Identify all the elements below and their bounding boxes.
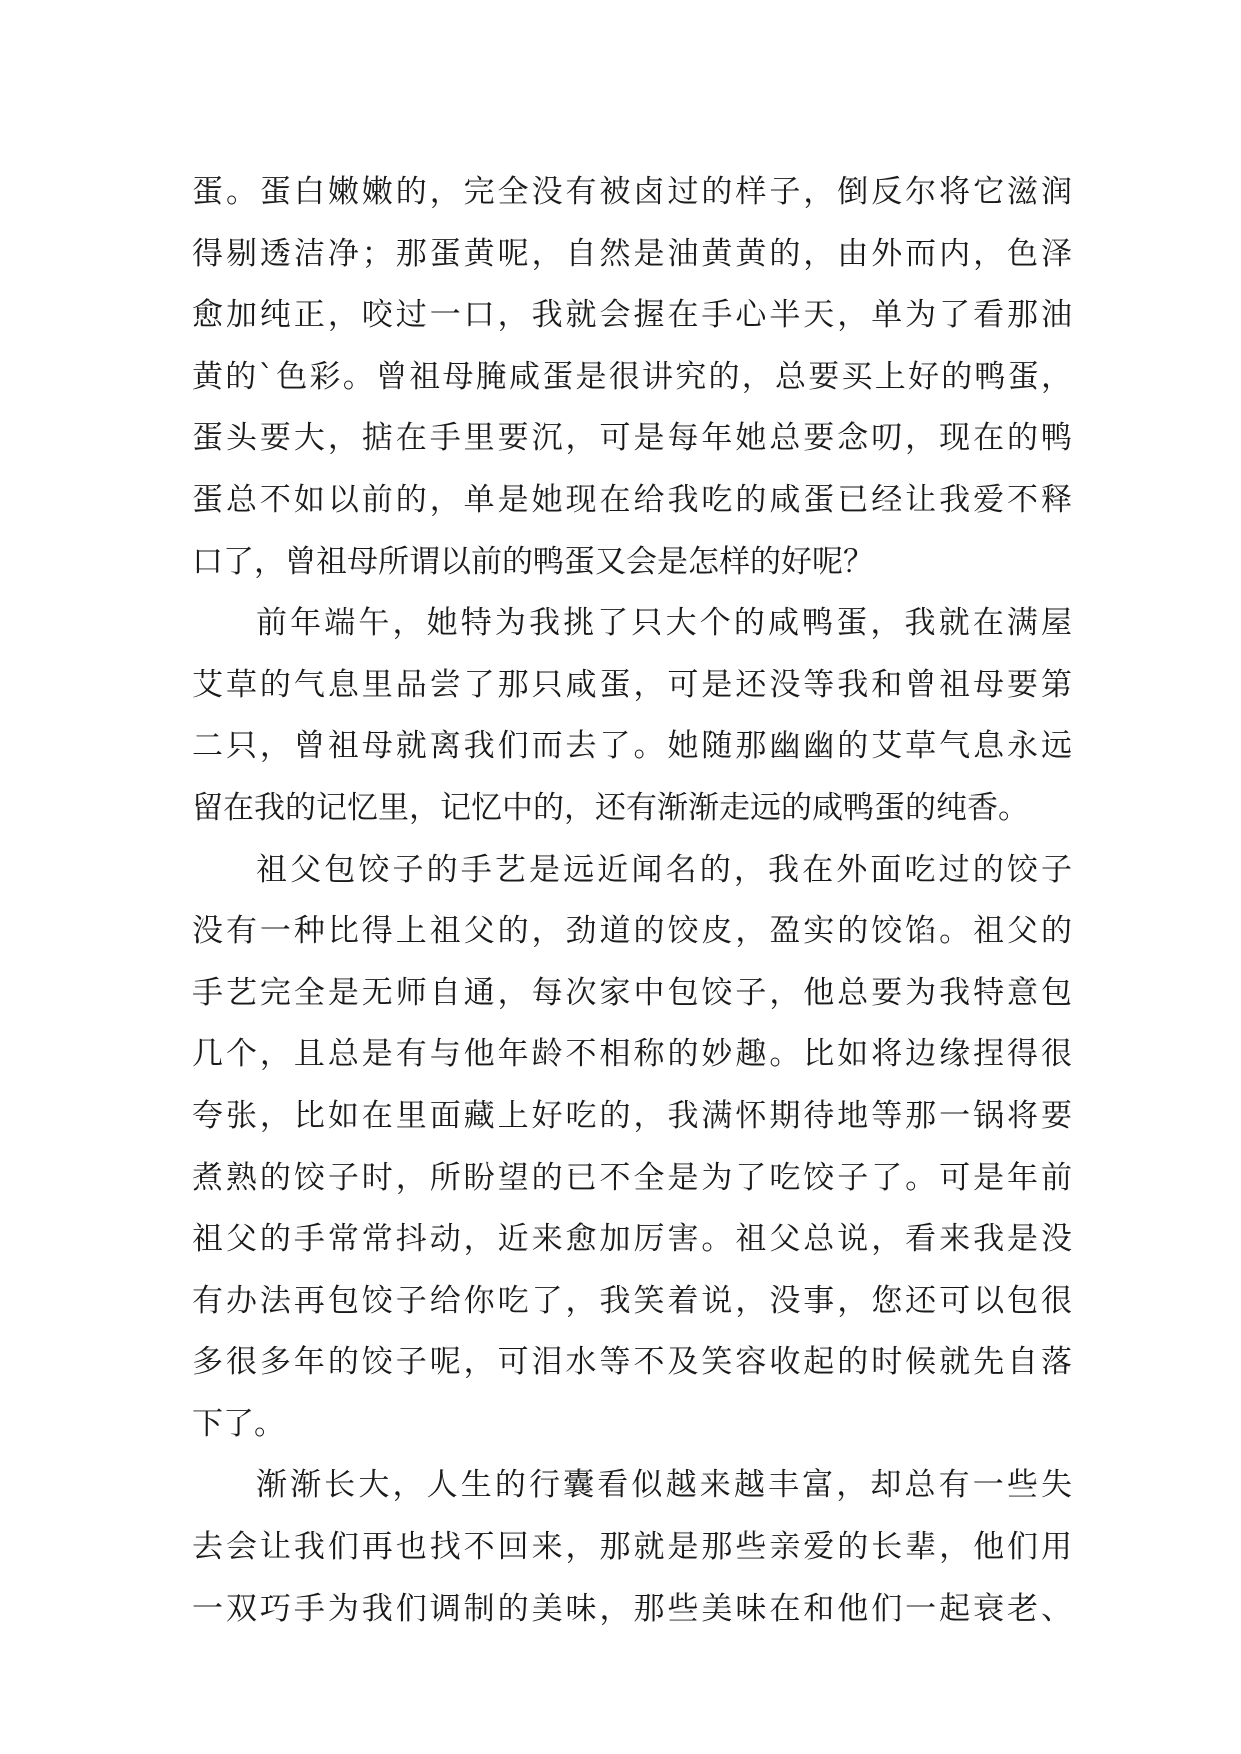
- text-line: 蛋。蛋白嫩嫩的，完全没有被卤过的样子，倒反尔将它滋润: [192, 174, 1072, 210]
- text-line: 煮熟的饺子时，所盼望的已不全是为了吃饺子了。可是年前: [192, 1159, 1072, 1196]
- text-line: 黄的`色彩。曾祖母腌咸蛋是很讲究的，总要买上好的鸭蛋，: [192, 358, 1072, 395]
- paragraph-first-line: 前年端午，她特为我挑了只大个的咸鸭蛋，我就在满屋: [256, 605, 1072, 642]
- paragraph-first-line: 渐渐长大，人生的行囊看似越来越丰富，却总有一些失: [256, 1467, 1072, 1504]
- text-line: 一双巧手为我们调制的美味，那些美味在和他们一起衰老、: [192, 1590, 1072, 1627]
- text-line: 去会让我们再也找不回来，那就是那些亲爱的长辈，他们用: [192, 1529, 1072, 1566]
- text-line: 口了，曾祖母所谓以前的鸭蛋又会是怎样的好呢？: [192, 543, 874, 580]
- text-line: 下了。: [192, 1405, 285, 1442]
- text-line: 留在我的记忆里，记忆中的，还有渐渐走远的咸鸭蛋的纯香。: [192, 789, 1029, 826]
- text-line: 手艺完全是无师自通，每次家中包饺子，他总要为我特意包: [192, 974, 1072, 1011]
- body-text: [192, 162, 1072, 1640]
- text-line: 有办法再包饺子给你吃了，我笑着说，没事，您还可以包很: [192, 1282, 1072, 1319]
- text-line: 二只，曾祖母就离我们而去了。她随那幽幽的艾草气息永远: [192, 728, 1072, 765]
- text-line: 蛋头要大，掂在手里要沉，可是每年她总要念叨，现在的鸭: [192, 420, 1072, 457]
- text-line: 没有一种比得上祖父的，劲道的饺皮，盈实的饺馅。祖父的: [192, 913, 1072, 950]
- text-line: 几个，且总是有与他年龄不相称的妙趣。比如将边缘捏得很: [192, 1036, 1072, 1073]
- text-line: 艾草的气息里品尝了那只咸蛋，可是还没等我和曾祖母要第: [192, 666, 1072, 703]
- text-line: 得剔透洁净；那蛋黄呢，自然是油黄黄的，由外而内，色泽: [192, 235, 1072, 272]
- text-line: 夸张，比如在里面藏上好吃的，我满怀期待地等那一锅将要: [192, 1097, 1072, 1134]
- text-line: 祖父的手常常抖动，近来愈加厉害。祖父总说，看来我是没: [192, 1221, 1072, 1258]
- text-line: 愈加纯正，咬过一口，我就会握在手心半天，单为了看那油: [192, 297, 1072, 334]
- paragraph-first-line: 祖父包饺子的手艺是远近闻名的，我在外面吃过的饺子: [256, 851, 1072, 888]
- text-line: 蛋总不如以前的，单是她现在给我吃的咸蛋已经让我爱不释: [192, 481, 1072, 518]
- text-line: 多很多年的饺子呢，可泪水等不及笑容收起的时候就先自落: [192, 1344, 1072, 1381]
